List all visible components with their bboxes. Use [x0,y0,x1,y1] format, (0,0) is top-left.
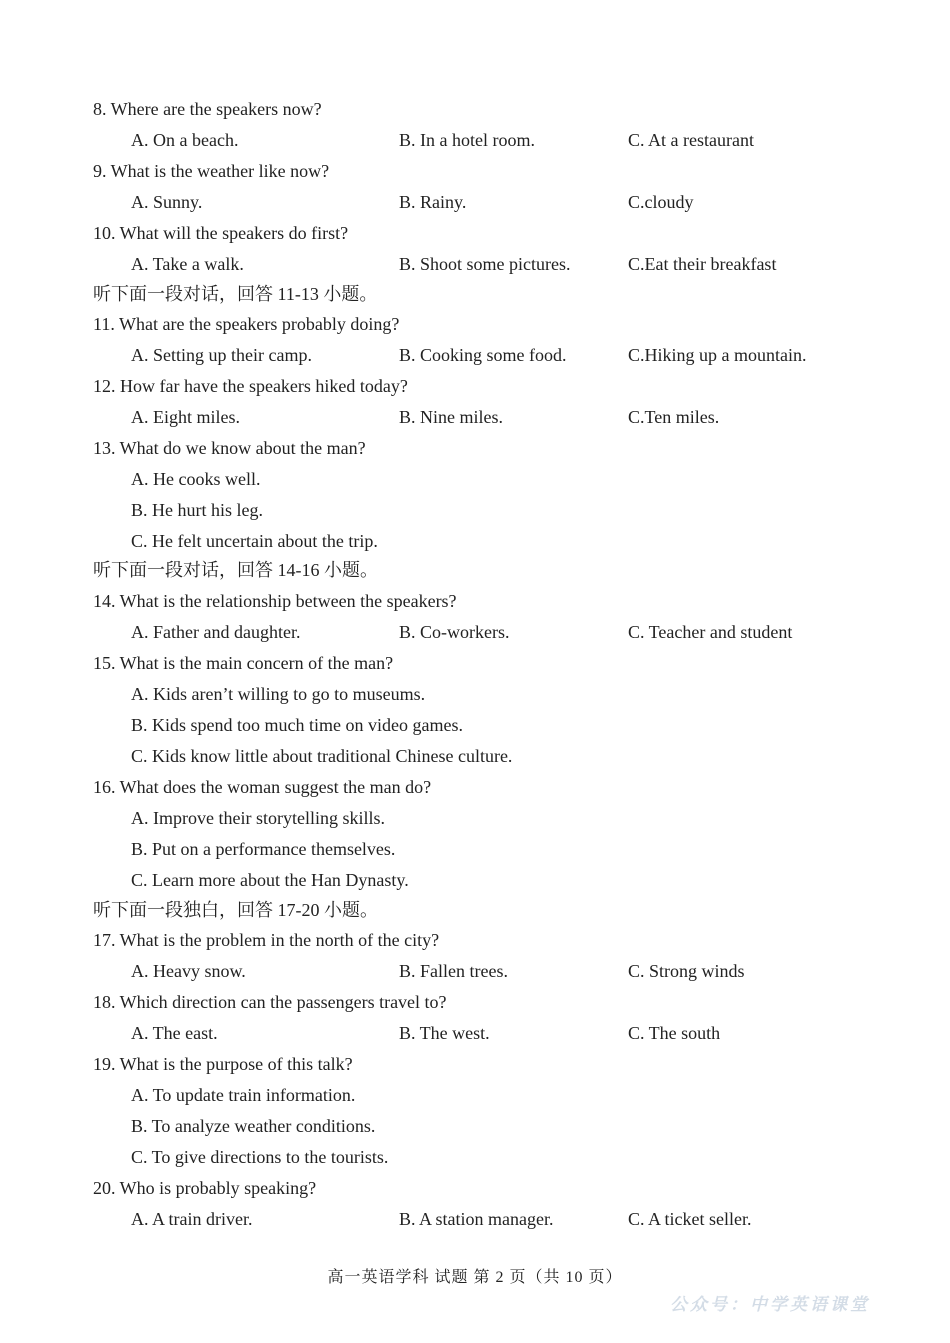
options-14 [0,618,950,646]
option-row-13c [0,527,950,555]
option-row-15b [0,711,950,739]
option-b: B. Rainy. [399,192,467,212]
question-9 [0,157,950,185]
question-stem: 14. What is the relationship between the speakers? [93,591,457,611]
question-15 [0,649,950,677]
option-c: C. At a restaurant [628,130,754,150]
question-stem: 12. How far have the speakers hiked today? [93,376,408,396]
question-stem: 17. What is the problem in the north of the city? [93,930,440,950]
question-10 [0,219,950,247]
option-c: C.Hiking up a mountain. [628,345,807,365]
options-20 [0,1205,950,1233]
option-c: C.Ten miles. [628,407,720,427]
question-11 [0,310,950,338]
question-stem: 13. What do we know about the man? [93,438,366,458]
section-heading-11-13 [0,280,950,308]
option-a: A. To update train information. [131,1085,356,1105]
options-10 [0,250,950,278]
question-stem: 11. What are the speakers probably doing? [93,314,400,334]
options-17 [0,957,950,985]
option-a: A. The east. [131,1023,218,1043]
option-c: C. A ticket seller. [628,1209,752,1229]
question-stem: 19. What is the purpose of this talk? [93,1054,353,1074]
question-stem: 10. What will the speakers do first? [93,223,349,243]
question-20 [0,1174,950,1202]
question-stem: 8. Where are the speakers now? [93,99,322,119]
option-row-15c [0,742,950,770]
section-heading-14-16 [0,556,950,584]
option-b: B. Kids spend too much time on video games. [131,715,463,735]
section-heading-17-20 [0,896,950,924]
option-a: A. Setting up their camp. [131,345,312,365]
option-c: C.Eat their breakfast [628,254,777,274]
question-stem: 20. Who is probably speaking? [93,1178,317,1198]
section-instruction: 听下面一段独白，回答 17-20 小题。 [93,900,378,920]
option-row-16a [0,804,950,832]
option-row-16c [0,866,950,894]
option-b: B. Co-workers. [399,622,510,642]
option-b: B. Fallen trees. [399,961,508,981]
option-a: A. Take a walk. [131,254,244,274]
question-13 [0,434,950,462]
question-stem: 18. Which direction can the passengers travel to? [93,992,447,1012]
options-9 [0,188,950,216]
question-12 [0,372,950,400]
option-a: A. Father and daughter. [131,622,301,642]
option-b: B. In a hotel room. [399,130,535,150]
option-b: B. Nine miles. [399,407,503,427]
option-row-13b [0,496,950,524]
option-c: C. To give directions to the tourists. [131,1147,389,1167]
option-row-15a [0,680,950,708]
option-b: B. Shoot some pictures. [399,254,571,274]
option-c: C. Strong winds [628,961,745,981]
option-row-19b [0,1112,950,1140]
options-8 [0,126,950,154]
options-11 [0,341,950,369]
option-a: A. Kids aren’t willing to go to museums. [131,684,426,704]
question-19 [0,1050,950,1078]
section-instruction: 听下面一段对话，回答 14-16 小题。 [93,560,378,580]
option-a: A. Heavy snow. [131,961,246,981]
option-c: C. Teacher and student [628,622,793,642]
question-stem: 16. What does the woman suggest the man do? [93,777,432,797]
option-b: B. A station manager. [399,1209,554,1229]
option-row-13a [0,465,950,493]
question-8 [0,95,950,123]
question-14 [0,587,950,615]
option-b: B. He hurt his leg. [131,500,263,520]
page-footer: 高一英语学科 试题 第 2 页（共 10 页） [327,1269,623,1286]
option-b: B. Cooking some food. [399,345,567,365]
option-b: B. The west. [399,1023,490,1043]
option-row-19a [0,1081,950,1109]
option-b: B. Put on a performance themselves. [131,839,396,859]
question-stem: 15. What is the main concern of the man? [93,653,394,673]
option-a: A. A train driver. [131,1209,253,1229]
option-c: C.cloudy [628,192,694,212]
option-row-19c [0,1143,950,1171]
watermark: 公众号：中学英语课堂 [670,1295,870,1315]
question-18 [0,988,950,1016]
option-c: C. Kids know little about traditional Chinese culture. [131,746,513,766]
option-a: A. He cooks well. [131,469,261,489]
question-stem: 9. What is the weather like now? [93,161,330,181]
question-16 [0,773,950,801]
option-a: A. On a beach. [131,130,239,150]
option-row-16b [0,835,950,863]
option-b: B. To analyze weather conditions. [131,1116,376,1136]
option-a: A. Sunny. [131,192,203,212]
section-instruction: 听下面一段对话，回答 11-13 小题。 [93,284,378,304]
option-c: C. Learn more about the Han Dynasty. [131,870,409,890]
option-c: C. The south [628,1023,721,1043]
options-12 [0,403,950,431]
option-c: C. He felt uncertain about the trip. [131,531,378,551]
option-a: A. Improve their storytelling skills. [131,808,385,828]
options-18 [0,1019,950,1047]
question-17 [0,926,950,954]
option-a: A. Eight miles. [131,407,240,427]
